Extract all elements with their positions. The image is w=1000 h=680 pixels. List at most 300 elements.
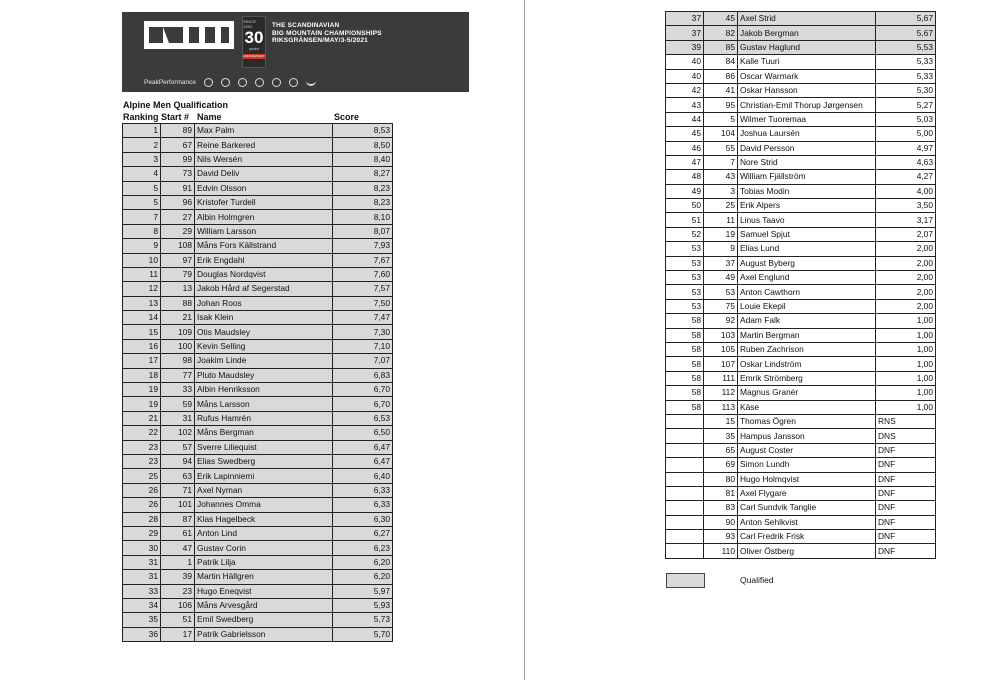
rank-cell: 53 bbox=[666, 242, 704, 256]
table-row bbox=[666, 83, 936, 97]
start-number-cell: 59 bbox=[161, 397, 195, 411]
rank-cell: 48 bbox=[666, 170, 704, 184]
start-number-cell: 99 bbox=[161, 152, 195, 166]
start-number-cell: 85 bbox=[704, 40, 738, 54]
rank-cell: 9 bbox=[123, 239, 161, 253]
start-number-cell: 75 bbox=[704, 299, 738, 313]
name-cell: Martin Bergman bbox=[738, 328, 876, 342]
start-number-cell: 110 bbox=[704, 544, 738, 558]
start-number-cell: 81 bbox=[704, 486, 738, 500]
rank-cell: 8 bbox=[123, 224, 161, 238]
start-number-cell: 67 bbox=[161, 138, 195, 152]
start-number-cell: 15 bbox=[704, 414, 738, 428]
name-cell: Axel Flygare bbox=[738, 486, 876, 500]
table-row bbox=[123, 195, 393, 209]
rank-cell bbox=[666, 530, 704, 544]
score-cell: 5,27 bbox=[876, 98, 936, 112]
start-number-cell: 19 bbox=[704, 227, 738, 241]
score-cell: 5,03 bbox=[876, 112, 936, 126]
rank-cell: 29 bbox=[123, 526, 161, 540]
table-row bbox=[123, 181, 393, 195]
start-number-cell: 53 bbox=[704, 285, 738, 299]
rank-cell bbox=[666, 544, 704, 558]
name-cell: Douglas Nordqvist bbox=[195, 267, 333, 281]
rank-cell: 23 bbox=[123, 454, 161, 468]
score-cell: 8,53 bbox=[333, 124, 393, 138]
start-number-cell: 88 bbox=[161, 296, 195, 310]
table-row bbox=[123, 296, 393, 310]
score-cell: 2,00 bbox=[876, 256, 936, 270]
start-number-cell: 82 bbox=[704, 26, 738, 40]
name-cell: Jakob Bergman bbox=[738, 26, 876, 40]
name-cell: Axel Nyman bbox=[195, 483, 333, 497]
rank-cell: 53 bbox=[666, 271, 704, 285]
rank-cell: 22 bbox=[123, 426, 161, 440]
name-cell: Joakim Linde bbox=[195, 354, 333, 368]
championship-title bbox=[272, 22, 382, 45]
name-cell: Pluto Maudsley bbox=[195, 368, 333, 382]
score-cell: DNS bbox=[876, 429, 936, 443]
name-cell: Carl Sundvik Tanglie bbox=[738, 501, 876, 515]
start-number-cell: 109 bbox=[161, 325, 195, 339]
name-cell: Oskar Lindström bbox=[738, 357, 876, 371]
name-cell: Gustav Corin bbox=[195, 541, 333, 555]
rank-cell bbox=[666, 486, 704, 500]
name-cell: Måns Arvesgård bbox=[195, 598, 333, 612]
name-cell: Hugo Holmqvist bbox=[738, 472, 876, 486]
score-cell: 8,07 bbox=[333, 224, 393, 238]
name-cell: Albin Holmgren bbox=[195, 210, 333, 224]
score-cell: 6,33 bbox=[333, 483, 393, 497]
start-number-cell: 73 bbox=[161, 167, 195, 181]
start-number-cell: 83 bbox=[704, 501, 738, 515]
anniversary-badge bbox=[242, 16, 266, 68]
table-row bbox=[666, 515, 936, 529]
name-cell: August Byberg bbox=[738, 256, 876, 270]
table-row bbox=[666, 486, 936, 500]
score-cell: 5,33 bbox=[876, 55, 936, 69]
rank-cell: 36 bbox=[123, 627, 161, 641]
rank-cell: 58 bbox=[666, 342, 704, 356]
rank-cell: 25 bbox=[123, 469, 161, 483]
start-number-cell: 96 bbox=[161, 195, 195, 209]
start-number-cell: 105 bbox=[704, 342, 738, 356]
score-cell: 2,00 bbox=[876, 242, 936, 256]
table-row bbox=[123, 210, 393, 224]
name-cell: Gustav Haglund bbox=[738, 40, 876, 54]
score-cell: 5,00 bbox=[876, 127, 936, 141]
start-number-cell: 102 bbox=[161, 426, 195, 440]
start-number-cell: 9 bbox=[704, 242, 738, 256]
table-row bbox=[666, 314, 936, 328]
badge-since: SINCE 1991 bbox=[243, 19, 257, 29]
score-cell: 5,73 bbox=[333, 613, 393, 627]
legend-label: Qualified bbox=[740, 575, 774, 585]
start-number-cell: 101 bbox=[161, 498, 195, 512]
table-row bbox=[666, 271, 936, 285]
score-cell: 4,63 bbox=[876, 155, 936, 169]
name-cell: Oliver Östberg bbox=[738, 544, 876, 558]
rank-cell: 16 bbox=[123, 339, 161, 353]
name-cell: Otis Maudsley bbox=[195, 325, 333, 339]
start-number-cell: 35 bbox=[704, 429, 738, 443]
rank-cell: 52 bbox=[666, 227, 704, 241]
score-cell: DNF bbox=[876, 501, 936, 515]
score-cell: 1,00 bbox=[876, 342, 936, 356]
start-number-cell: 25 bbox=[704, 199, 738, 213]
table-row bbox=[666, 530, 936, 544]
score-cell: 6,53 bbox=[333, 411, 393, 425]
legend-swatch bbox=[666, 573, 705, 588]
score-cell: 6,70 bbox=[333, 397, 393, 411]
table-row bbox=[123, 541, 393, 555]
score-cell: 3,17 bbox=[876, 213, 936, 227]
results-table-left bbox=[122, 123, 393, 642]
rank-cell: 58 bbox=[666, 357, 704, 371]
score-cell: DNF bbox=[876, 530, 936, 544]
score-cell: 6,23 bbox=[333, 541, 393, 555]
start-number-cell: 86 bbox=[704, 69, 738, 83]
start-number-cell: 106 bbox=[161, 598, 195, 612]
table-row bbox=[123, 124, 393, 138]
rank-cell: 46 bbox=[666, 141, 704, 155]
rank-cell: 42 bbox=[666, 83, 704, 97]
start-number-cell: 55 bbox=[704, 141, 738, 155]
name-cell: Klas Hagelbeck bbox=[195, 512, 333, 526]
score-cell: DNF bbox=[876, 458, 936, 472]
rank-cell: 40 bbox=[666, 55, 704, 69]
score-cell: 6,50 bbox=[333, 426, 393, 440]
table-row bbox=[666, 127, 936, 141]
score-cell: 6,30 bbox=[333, 512, 393, 526]
table-row bbox=[123, 167, 393, 181]
name-cell: Max Palm bbox=[195, 124, 333, 138]
name-cell: Käse bbox=[738, 400, 876, 414]
table-row bbox=[123, 239, 393, 253]
name-cell: Erik Alpers bbox=[738, 199, 876, 213]
rank-cell: 19 bbox=[123, 383, 161, 397]
start-number-cell: 5 bbox=[704, 112, 738, 126]
name-cell: Joshua Laursén bbox=[738, 127, 876, 141]
rank-cell: 26 bbox=[123, 483, 161, 497]
score-cell: 8,27 bbox=[333, 167, 393, 181]
score-cell: 7,50 bbox=[333, 296, 393, 310]
start-number-cell: 63 bbox=[161, 469, 195, 483]
score-cell: 1,00 bbox=[876, 314, 936, 328]
rank-cell: 33 bbox=[123, 584, 161, 598]
start-number-cell: 112 bbox=[704, 386, 738, 400]
score-cell: 2,00 bbox=[876, 285, 936, 299]
name-cell: Johannes Omma bbox=[195, 498, 333, 512]
page-divider bbox=[524, 0, 525, 680]
name-cell: Anton Lind bbox=[195, 526, 333, 540]
score-cell: 5,67 bbox=[876, 12, 936, 26]
rank-cell: 15 bbox=[123, 325, 161, 339]
header-ranking: Ranking bbox=[123, 112, 159, 122]
score-cell: 6,47 bbox=[333, 440, 393, 454]
score-cell: 6,70 bbox=[333, 383, 393, 397]
score-cell: 5,53 bbox=[876, 40, 936, 54]
start-number-cell: 104 bbox=[704, 127, 738, 141]
table-row bbox=[666, 155, 936, 169]
start-number-cell: 77 bbox=[161, 368, 195, 382]
rank-cell: 58 bbox=[666, 371, 704, 385]
start-number-cell: 71 bbox=[161, 483, 195, 497]
score-cell: 6,20 bbox=[333, 570, 393, 584]
table-row bbox=[123, 598, 393, 612]
name-cell: David Deliv bbox=[195, 167, 333, 181]
name-cell: Linus Taavo bbox=[738, 213, 876, 227]
table-row bbox=[123, 282, 393, 296]
score-cell: 7,30 bbox=[333, 325, 393, 339]
rank-cell: 11 bbox=[123, 267, 161, 281]
rank-cell: 37 bbox=[666, 12, 704, 26]
name-cell: Hampus Jansson bbox=[738, 429, 876, 443]
name-cell: Hugo Eneqvist bbox=[195, 584, 333, 598]
table-row bbox=[123, 555, 393, 569]
name-cell: Oskar Hansson bbox=[738, 83, 876, 97]
name-cell: Patrik Gabrielsson bbox=[195, 627, 333, 641]
table-row bbox=[123, 311, 393, 325]
table-row bbox=[123, 526, 393, 540]
sponsor-logo-icon bbox=[255, 78, 264, 87]
rank-cell: 53 bbox=[666, 285, 704, 299]
start-number-cell: 7 bbox=[704, 155, 738, 169]
start-number-cell: 23 bbox=[161, 584, 195, 598]
start-number-cell: 80 bbox=[704, 472, 738, 486]
name-cell: Emil Swedberg bbox=[195, 613, 333, 627]
start-number-cell: 1 bbox=[161, 555, 195, 569]
rank-cell: 51 bbox=[666, 213, 704, 227]
table-row bbox=[666, 242, 936, 256]
start-number-cell: 39 bbox=[161, 570, 195, 584]
table-row bbox=[123, 397, 393, 411]
rank-cell: 53 bbox=[666, 299, 704, 313]
score-cell: 6,40 bbox=[333, 469, 393, 483]
start-number-cell: 57 bbox=[161, 440, 195, 454]
header-name: Name bbox=[197, 112, 222, 122]
name-cell: David Persson bbox=[738, 141, 876, 155]
rank-cell: 30 bbox=[123, 541, 161, 555]
rank-cell: 14 bbox=[123, 311, 161, 325]
score-cell: 8,23 bbox=[333, 181, 393, 195]
name-cell: Anton Cawthorn bbox=[738, 285, 876, 299]
table-row bbox=[123, 325, 393, 339]
name-cell: Adam Falk bbox=[738, 314, 876, 328]
rank-cell: 17 bbox=[123, 354, 161, 368]
score-cell: 4,97 bbox=[876, 141, 936, 155]
table-row bbox=[123, 454, 393, 468]
rank-cell: 5 bbox=[123, 195, 161, 209]
rank-cell bbox=[666, 472, 704, 486]
name-cell: Anton Sehlkvist bbox=[738, 515, 876, 529]
name-cell: Martin Hällgren bbox=[195, 570, 333, 584]
table-row bbox=[666, 199, 936, 213]
start-number-cell: 21 bbox=[161, 311, 195, 325]
rank-cell bbox=[666, 443, 704, 457]
name-cell: William Larsson bbox=[195, 224, 333, 238]
badge-ribbon: ANNIVERSARY bbox=[243, 54, 265, 58]
score-cell: 6,27 bbox=[333, 526, 393, 540]
table-row bbox=[666, 12, 936, 26]
rank-cell: 13 bbox=[123, 296, 161, 310]
start-number-cell: 65 bbox=[704, 443, 738, 457]
rank-cell: 4 bbox=[123, 167, 161, 181]
start-number-cell: 69 bbox=[704, 458, 738, 472]
start-number-cell: 43 bbox=[704, 170, 738, 184]
sponsor-logo-icon bbox=[306, 79, 316, 86]
start-number-cell: 111 bbox=[704, 371, 738, 385]
name-cell: Louie Ekepil bbox=[738, 299, 876, 313]
name-cell: Emrik Strömberg bbox=[738, 371, 876, 385]
name-cell: Kalle Tuuri bbox=[738, 55, 876, 69]
start-number-cell: 17 bbox=[161, 627, 195, 641]
rank-cell: 21 bbox=[123, 411, 161, 425]
name-cell: Jakob Hård af Segerstad bbox=[195, 282, 333, 296]
table-row bbox=[666, 501, 936, 515]
table-row bbox=[666, 357, 936, 371]
score-cell: 1,00 bbox=[876, 328, 936, 342]
rank-cell bbox=[666, 458, 704, 472]
table-row bbox=[123, 483, 393, 497]
score-cell: 2,00 bbox=[876, 299, 936, 313]
sponsor-logo-icon bbox=[272, 78, 281, 87]
score-cell: 2,07 bbox=[876, 227, 936, 241]
score-cell: 1,00 bbox=[876, 371, 936, 385]
rank-cell: 31 bbox=[123, 570, 161, 584]
name-cell: Patrik Lilja bbox=[195, 555, 333, 569]
header-score: Score bbox=[334, 112, 360, 122]
name-cell: Carl Fredrik Frisk bbox=[738, 530, 876, 544]
rank-cell: 40 bbox=[666, 69, 704, 83]
table-row bbox=[123, 613, 393, 627]
table-row bbox=[123, 584, 393, 598]
score-cell: 5,70 bbox=[333, 627, 393, 641]
score-cell: DNF bbox=[876, 515, 936, 529]
name-cell: Erik Engdahl bbox=[195, 253, 333, 267]
nm-logo-icon bbox=[144, 21, 234, 49]
name-cell: Måns Larsson bbox=[195, 397, 333, 411]
start-number-cell: 49 bbox=[704, 271, 738, 285]
name-cell: Simon Lundh bbox=[738, 458, 876, 472]
start-number-cell: 87 bbox=[161, 512, 195, 526]
rank-cell: 19 bbox=[123, 397, 161, 411]
rank-cell: 58 bbox=[666, 400, 704, 414]
table-row bbox=[123, 627, 393, 641]
table-row bbox=[666, 386, 936, 400]
table-row bbox=[666, 400, 936, 414]
score-cell: 1,00 bbox=[876, 400, 936, 414]
table-row bbox=[123, 383, 393, 397]
table-row bbox=[123, 512, 393, 526]
rank-cell: 35 bbox=[123, 613, 161, 627]
score-cell: 6,33 bbox=[333, 498, 393, 512]
rank-cell: 23 bbox=[123, 440, 161, 454]
score-cell: 7,47 bbox=[333, 311, 393, 325]
rank-cell: 7 bbox=[123, 210, 161, 224]
table-row bbox=[666, 55, 936, 69]
sponsor-logo-icon bbox=[289, 78, 298, 87]
header-start: Start # bbox=[161, 112, 190, 122]
name-cell: Isak Klein bbox=[195, 311, 333, 325]
name-cell: Tobias Modin bbox=[738, 184, 876, 198]
name-cell: Elias Swedberg bbox=[195, 454, 333, 468]
start-number-cell: 108 bbox=[161, 239, 195, 253]
rank-cell: 28 bbox=[123, 512, 161, 526]
rank-cell: 2 bbox=[123, 138, 161, 152]
table-row bbox=[666, 227, 936, 241]
name-cell: Nils Wersén bbox=[195, 152, 333, 166]
name-cell: Axel Strid bbox=[738, 12, 876, 26]
start-number-cell: 31 bbox=[161, 411, 195, 425]
rank-cell: 37 bbox=[666, 26, 704, 40]
name-cell: Johan Roos bbox=[195, 296, 333, 310]
rank-cell bbox=[666, 515, 704, 529]
start-number-cell: 47 bbox=[161, 541, 195, 555]
score-cell: DNF bbox=[876, 486, 936, 500]
name-cell: Nore Strid bbox=[738, 155, 876, 169]
rank-cell: 44 bbox=[666, 112, 704, 126]
table-row bbox=[666, 98, 936, 112]
name-cell: August Coster bbox=[738, 443, 876, 457]
rank-cell: 3 bbox=[123, 152, 161, 166]
name-cell: Christian-Emil Thorup Jørgensen bbox=[738, 98, 876, 112]
name-cell: Axel Englund bbox=[738, 271, 876, 285]
score-cell: 4,27 bbox=[876, 170, 936, 184]
rank-cell: 18 bbox=[123, 368, 161, 382]
score-cell: 7,67 bbox=[333, 253, 393, 267]
name-cell: Oscar Warmark bbox=[738, 69, 876, 83]
event-banner bbox=[122, 12, 469, 92]
rank-cell: 58 bbox=[666, 386, 704, 400]
score-cell: 1,00 bbox=[876, 386, 936, 400]
sponsor-logo-icon bbox=[238, 78, 247, 87]
start-number-cell: 11 bbox=[704, 213, 738, 227]
table-row bbox=[123, 498, 393, 512]
name-cell: William Fjällström bbox=[738, 170, 876, 184]
start-number-cell: 84 bbox=[704, 55, 738, 69]
start-number-cell: 61 bbox=[161, 526, 195, 540]
start-number-cell: 91 bbox=[161, 181, 195, 195]
start-number-cell: 37 bbox=[704, 256, 738, 270]
rank-cell bbox=[666, 429, 704, 443]
rank-cell: 26 bbox=[123, 498, 161, 512]
start-number-cell: 95 bbox=[704, 98, 738, 112]
start-number-cell: 45 bbox=[704, 12, 738, 26]
table-row bbox=[666, 299, 936, 313]
sponsor-row bbox=[144, 77, 464, 87]
section-title: Alpine Men Qualification bbox=[123, 100, 229, 110]
name-cell: Måns Bergman bbox=[195, 426, 333, 440]
start-number-cell: 41 bbox=[704, 83, 738, 97]
score-cell: 5,33 bbox=[876, 69, 936, 83]
name-cell: Kristofer Turdell bbox=[195, 195, 333, 209]
name-cell: Erik Lapinniemi bbox=[195, 469, 333, 483]
rank-cell: 58 bbox=[666, 314, 704, 328]
sponsor-logo-peak-performance: PeakPerformance bbox=[144, 78, 197, 86]
score-cell: 8,50 bbox=[333, 138, 393, 152]
start-number-cell: 51 bbox=[161, 613, 195, 627]
table-row bbox=[666, 256, 936, 270]
score-cell: 2,00 bbox=[876, 271, 936, 285]
table-row bbox=[666, 184, 936, 198]
rank-cell: 47 bbox=[666, 155, 704, 169]
start-number-cell: 98 bbox=[161, 354, 195, 368]
rank-cell: 49 bbox=[666, 184, 704, 198]
start-number-cell: 79 bbox=[161, 267, 195, 281]
table-row bbox=[123, 253, 393, 267]
score-cell: 8,10 bbox=[333, 210, 393, 224]
